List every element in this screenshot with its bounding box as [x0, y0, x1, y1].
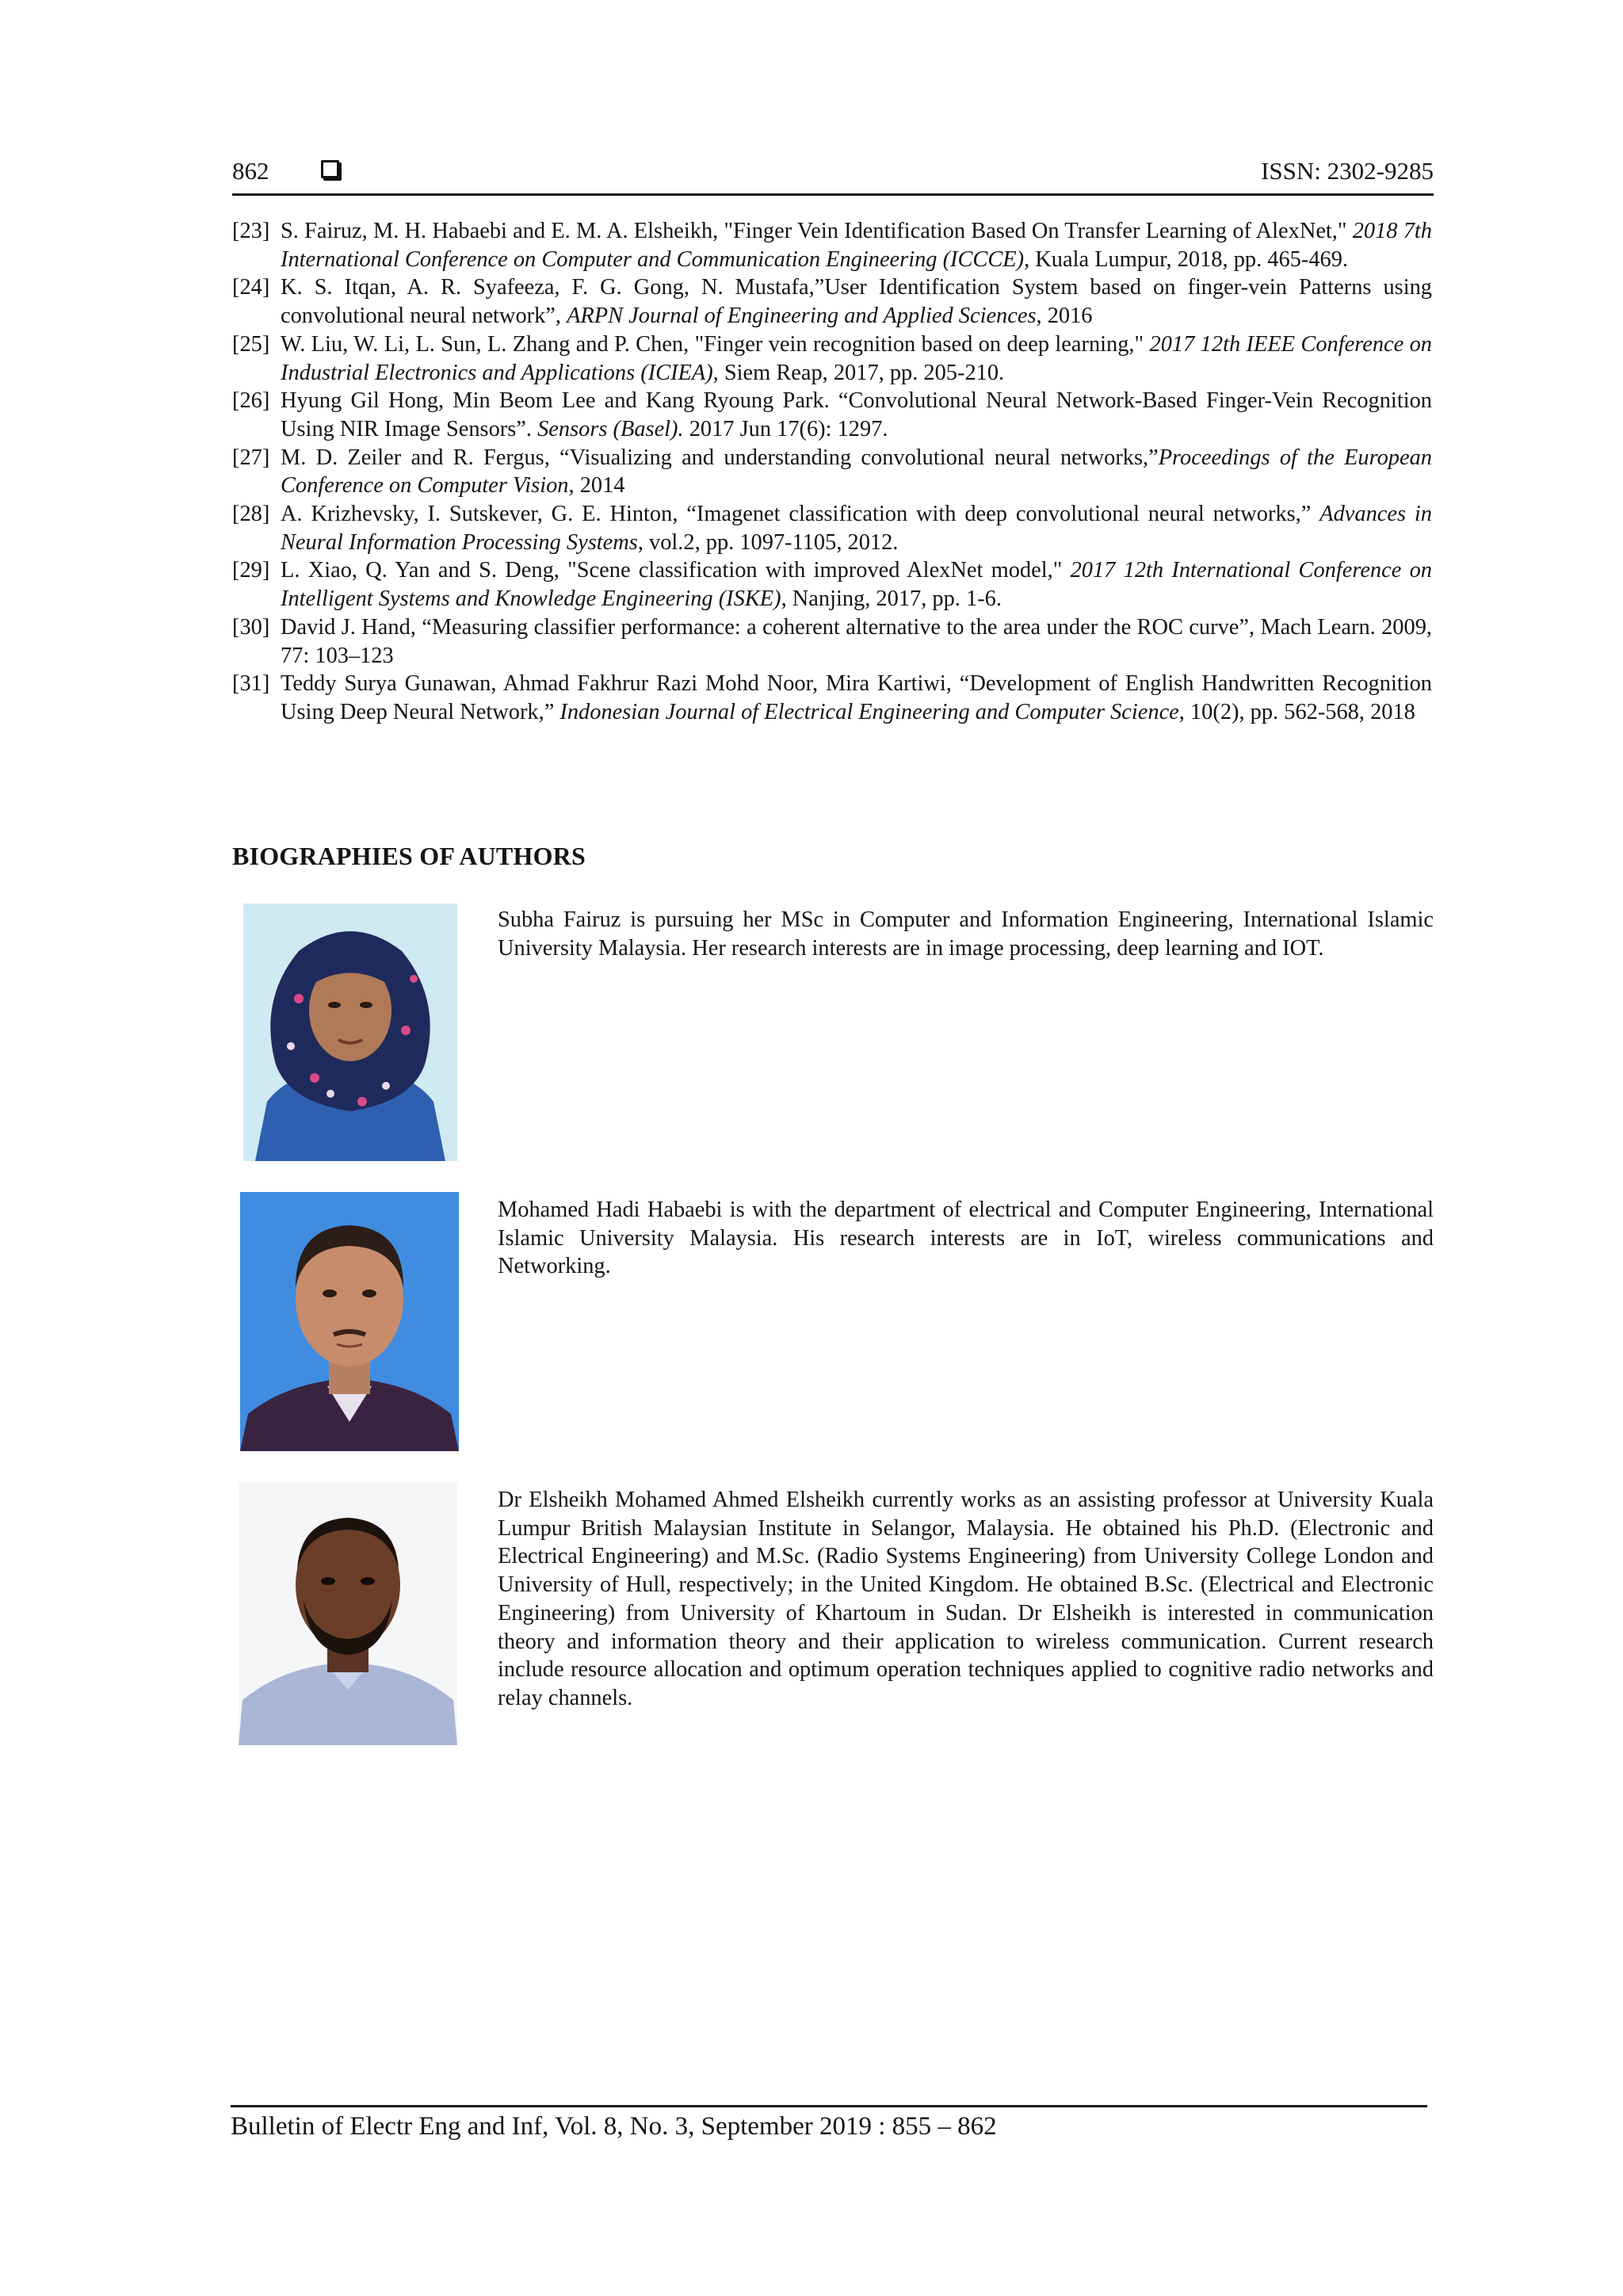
reference-text — [281, 500, 1432, 556]
reference-item — [232, 670, 1432, 726]
reference-number: [23] — [232, 219, 270, 243]
reference-number: [31] — [232, 671, 270, 697]
reference-venue: Indonesian Journal of Electrical Engineering and Computer Science — [559, 699, 1179, 724]
reference-text — [281, 387, 1432, 443]
reference-number: [30] — [232, 614, 270, 640]
reference-text-run: L. Xiao, Q. Yan and S. Deng, "Scene classification with improved AlexNet model," — [281, 558, 1071, 583]
reference-text-run: 2014 — [574, 473, 625, 499]
reference-venue: ARPN Journal of Engineering and Applied Sciences — [567, 304, 1037, 329]
reference-text — [281, 556, 1432, 613]
reference-text — [281, 273, 1432, 330]
reference-list — [232, 217, 1432, 727]
reference-item — [232, 330, 1432, 387]
reference-text-run: , Kuala Lumpur, 2018, pp. 465-469. — [1024, 246, 1349, 272]
reference-number: [28] — [232, 502, 270, 527]
reference-number: [27] — [232, 445, 270, 470]
reference-venue: 2017 12th IEEE Conference on Industrial Electronics and Applications (ICIEA) — [281, 331, 1432, 385]
footer-citation: Bulletin of Electr Eng and Inf, Vol. 8, No. 3, September 2019 : 855 – 862 — [231, 2112, 997, 2141]
reference-text-run: Teddy Surya Gunawan, Ahmad Fakhrur Razi Mohd Noor, Mira Kartiwi, “Development of English Handwritten Recognition Using Deep Neural Network,” — [281, 671, 1432, 724]
author-bio-3: Dr Elsheikh Mohamed Ahmed Elsheikh currently works as an assisting professor at University Kuala Lumpur British Malaysian Institute in Selangor, Malaysia. He obtained his Ph.D. (Electronic and Electrical Engineering) and M.Sc. (Radio Systems Engineering) from University College London and University of Hull, respectively; in the United Kingdom. He obtained B.Sc. (Electrical and Electronic Engineering) from University of Khartoum in Sudan. Dr Elsheikh is interested in communication theory and information theory and their application to wireless communication. Current research include resource allocation and optimum operation techniques applied to cognitive radio networks and relay channels. — [498, 1488, 1434, 1710]
reference-number: [24] — [232, 275, 270, 300]
running-header — [232, 155, 1434, 196]
reference-item — [232, 217, 1432, 273]
reference-item — [232, 613, 1432, 670]
reference-text-run: M. D. Zeiler and R. Fergus, “Visualizing and understanding convolutional neural networks,” — [281, 445, 1159, 470]
running-footer — [231, 2105, 1427, 2141]
checkbox-square-icon — [321, 160, 339, 178]
reference-venue: 2018 7th International Conference on Computer and Communication Engineering (ICCCE) — [281, 219, 1432, 272]
reference-text-run: , 10(2), pp. 562-568, 2018 — [1178, 699, 1415, 724]
reference-text-run: , Nanjing, 2017, pp. 1-6. — [781, 586, 1002, 612]
reference-item — [232, 387, 1432, 443]
reference-text-run: W. Liu, W. Li, L. Sun, L. Zhang and P. Chen, "Finger vein recognition based on deep learning," — [281, 331, 1150, 357]
reference-item — [232, 500, 1432, 556]
reference-text-run: , vol.2, pp. 1097-1105, 2012. — [637, 529, 899, 555]
reference-item — [232, 444, 1432, 500]
reference-text — [281, 217, 1432, 273]
reference-number: [26] — [232, 388, 270, 414]
reference-text-run: 2017 Jun 17(6): 1297. — [683, 416, 888, 441]
reference-text-run: David J. Hand, “Measuring classifier performance: a coherent alternative to the area under the ROC curve”, Mach Learn. 2009, 77: 103–123 — [281, 614, 1432, 668]
reference-venue: Proceedings of the European Conference on Computer Vision, — [281, 445, 1432, 499]
reference-venue: Advances in Neural Information Processing Systems — [281, 502, 1432, 555]
reference-number: [29] — [232, 558, 270, 583]
reference-item — [232, 273, 1432, 330]
reference-text-run: , Siem Reap, 2017, pp. 205-210. — [712, 360, 1005, 385]
reference-venue: 2017 12th International Conference on Intelligent Systems and Knowledge Engineering (ISKE) — [281, 558, 1432, 612]
biographies-heading: BIOGRAPHIES OF AUTHORS — [232, 842, 586, 870]
reference-text-run: , 2016 — [1036, 304, 1093, 329]
author-photo-2 — [240, 1192, 459, 1451]
reference-text-run: S. Fairuz, M. H. Habaebi and E. M. A. Elsheikh, "Finger Vein Identification Based On Transfer Learning of AlexNet," — [281, 219, 1353, 243]
reference-venue: Sensors (Basel). — [537, 416, 684, 441]
reference-item — [232, 556, 1432, 613]
reference-number: [25] — [232, 331, 270, 357]
reference-text-run: Hyung Gil Hong, Min Beom Lee and Kang Ryoung Park. “Convolutional Neural Network-Based Finger-Vein Recognition Using NIR Image Sensors”. — [281, 388, 1432, 441]
author-photo-3 — [239, 1482, 457, 1745]
issn-label: ISSN: 2302-9285 — [1261, 157, 1434, 185]
reference-text — [281, 670, 1432, 726]
reference-text — [281, 330, 1432, 387]
author-photo-1 — [243, 904, 457, 1161]
reference-text-run: K. S. Itqan, A. R. Syafeeza, F. G. Gong, N. Mustafa,”User Identification System based on finger-vein Patterns using convolutional neural network”, — [281, 275, 1432, 329]
reference-text — [281, 613, 1432, 670]
reference-text — [281, 444, 1432, 500]
page-number: 862 — [232, 157, 269, 185]
reference-text-run: A. Krizhevsky, I. Sutskever, G. E. Hinton, “Imagenet classification with deep convolutional neural networks,” — [281, 502, 1320, 527]
author-bio-1: Subha Fairuz is pursuing her MSc in Computer and Information Engineering, International Islamic University Malaysia. Her research interests are in image processing, deep learning and IOT. — [498, 907, 1434, 961]
author-bio-2: Mohamed Hadi Habaebi is with the department of electrical and Computer Engineering, International Islamic University Malaysia. His research interests are in IoT, wireless communications and Networking. — [498, 1198, 1434, 1279]
